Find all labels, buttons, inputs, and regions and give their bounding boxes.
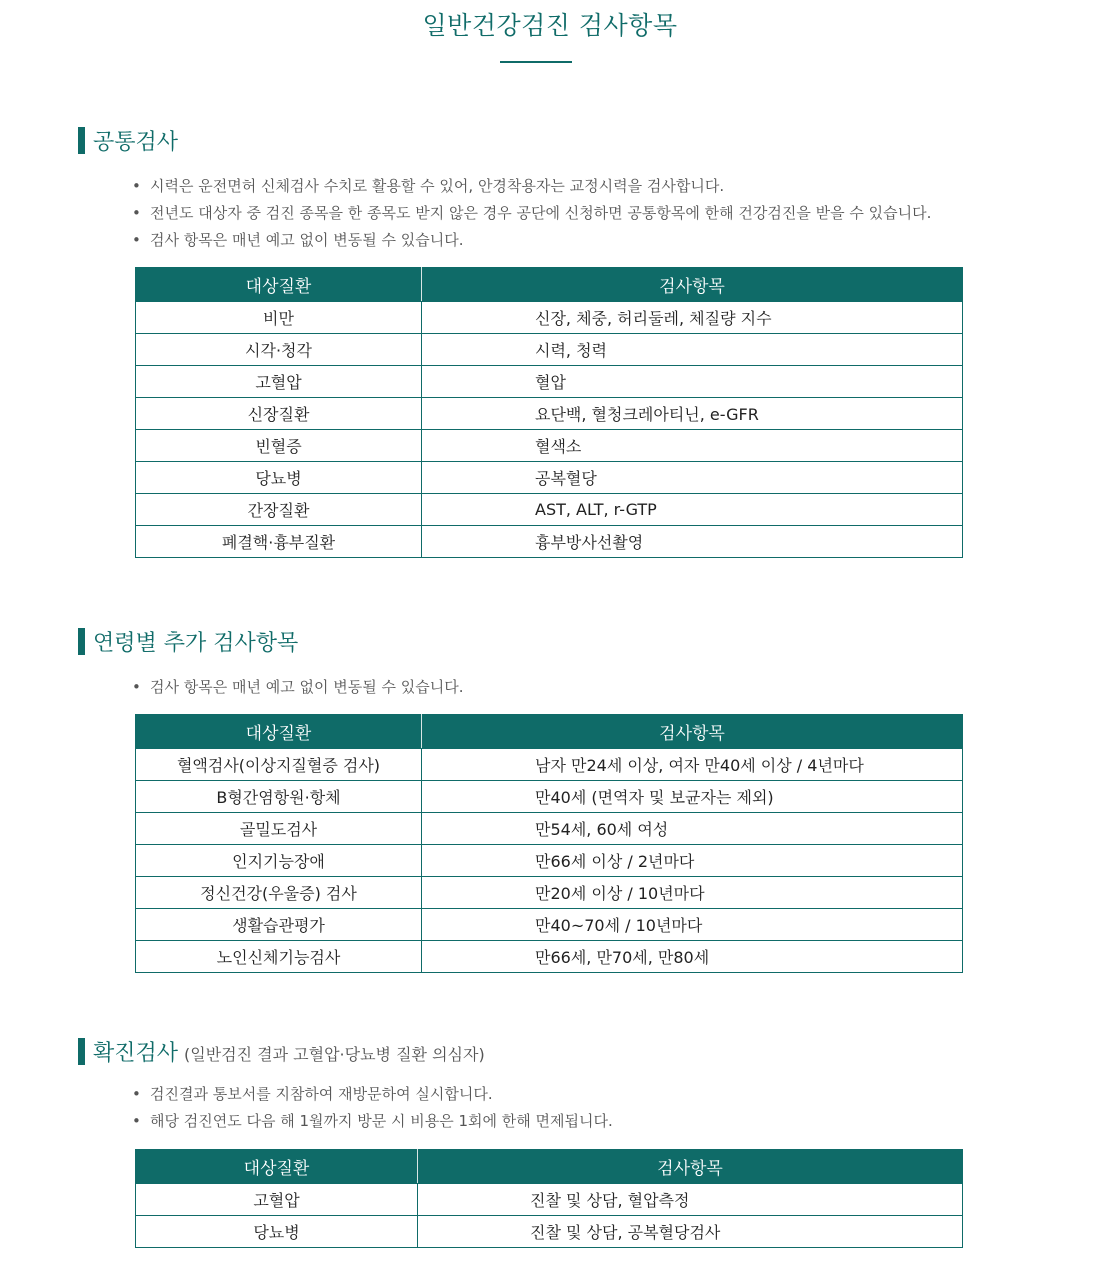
exam-cell: 혈색소	[422, 430, 963, 462]
exam-cell: 만66세 이상 / 2년마다	[422, 845, 963, 877]
title-underline	[500, 61, 572, 63]
note-item: • 검사 항목은 매년 예고 없이 변동될 수 있습니다.	[132, 674, 463, 701]
header-exam-items: 검사항목	[422, 715, 963, 749]
table-row	[136, 526, 963, 558]
table-row	[136, 398, 963, 430]
page-title: 일반건강검진 검사항목	[422, 11, 678, 40]
table-row	[136, 749, 963, 781]
table-row	[136, 494, 963, 526]
exam-cell: 만40~70세 / 10년마다	[422, 909, 963, 941]
note-item: • 해당 검진연도 다음 해 1월까지 방문 시 비용은 1회에 한해 면제됩니다.	[132, 1108, 613, 1135]
section-heading-common	[78, 125, 178, 155]
exam-cell: AST, ALT, r-GTP	[422, 494, 963, 526]
exam-cell: 만66세, 만70세, 만80세	[422, 941, 963, 973]
section-heading-age	[78, 626, 298, 656]
disease-cell: 간장질환	[136, 494, 422, 526]
exam-cell: 시력, 청력	[422, 334, 963, 366]
exam-cell: 요단백, 혈청크레아티닌, e-GFR	[422, 398, 963, 430]
disease-cell: B형간염항원·항체	[136, 781, 422, 813]
section-heading-text: 공통검사	[93, 129, 179, 155]
table-header-row	[136, 715, 963, 749]
table-header-row	[136, 1150, 963, 1184]
disease-cell: 생활습관평가	[136, 909, 422, 941]
exam-cell: 공복혈당	[422, 462, 963, 494]
table-confirm-exams	[135, 1149, 963, 1248]
header-exam-items: 검사항목	[418, 1150, 963, 1184]
disease-cell: 혈액검사(이상지질혈증 검사)	[136, 749, 422, 781]
disease-cell: 노인신체기능검사	[136, 941, 422, 973]
header-exam-items: 검사항목	[422, 268, 963, 302]
table-row	[136, 430, 963, 462]
disease-cell: 인지기능장애	[136, 845, 422, 877]
table-row	[136, 302, 963, 334]
notes-age	[132, 674, 463, 701]
exam-cell: 진찰 및 상담, 혈압측정	[418, 1184, 963, 1216]
section-heading-text: 확진검사	[93, 1040, 179, 1066]
note-item: • 전년도 대상자 중 검진 종목을 한 종목도 받지 않은 경우 공단에 신청하면 공통항목에 한해 건강검진을 받을 수 있습니다.	[132, 200, 931, 227]
section-subheading: (일반검진 결과 고혈압·당뇨병 질환 의심자)	[184, 1044, 485, 1064]
table-row	[136, 941, 963, 973]
header-target-disease: 대상질환	[136, 268, 422, 302]
note-item: • 검진결과 통보서를 지참하여 재방문하여 실시합니다.	[132, 1081, 613, 1108]
table-row	[136, 462, 963, 494]
disease-cell: 빈혈증	[136, 430, 422, 462]
note-item: • 검사 항목은 매년 예고 없이 변동될 수 있습니다.	[132, 227, 931, 254]
table-row	[136, 877, 963, 909]
exam-cell: 진찰 및 상담, 공복혈당검사	[418, 1216, 963, 1248]
disease-cell: 골밀도검사	[136, 813, 422, 845]
disease-cell: 시각·청각	[136, 334, 422, 366]
table-row	[136, 334, 963, 366]
notes-common	[132, 173, 931, 254]
heading-bar	[78, 1038, 85, 1065]
disease-cell: 비만	[136, 302, 422, 334]
exam-cell: 만54세, 60세 여성	[422, 813, 963, 845]
table-row	[136, 813, 963, 845]
heading-bar	[78, 127, 85, 154]
table-row	[136, 781, 963, 813]
table-row	[136, 845, 963, 877]
table-common-exams	[135, 267, 963, 558]
table-row	[136, 1184, 963, 1216]
header-target-disease: 대상질환	[136, 1150, 418, 1184]
heading-bar	[78, 628, 85, 655]
section-heading-confirm	[78, 1036, 485, 1066]
exam-cell: 혈압	[422, 366, 963, 398]
disease-cell: 신장질환	[136, 398, 422, 430]
table-age-exams	[135, 714, 963, 973]
disease-cell: 고혈압	[136, 1184, 418, 1216]
section-heading-text: 연령별 추가 검사항목	[93, 630, 299, 656]
notes-confirm	[132, 1081, 613, 1135]
note-item: • 시력은 운전면허 신체검사 수치로 활용할 수 있어, 안경착용자는 교정시력을 검사합니다.	[132, 173, 931, 200]
disease-cell: 당뇨병	[136, 1216, 418, 1248]
exam-cell: 흉부방사선촬영	[422, 526, 963, 558]
exam-cell: 신장, 체중, 허리둘레, 체질량 지수	[422, 302, 963, 334]
table-header-row	[136, 268, 963, 302]
table-row	[136, 366, 963, 398]
table-row	[136, 1216, 963, 1248]
exam-cell: 만20세 이상 / 10년마다	[422, 877, 963, 909]
disease-cell: 정신건강(우울증) 검사	[136, 877, 422, 909]
disease-cell: 고혈압	[136, 366, 422, 398]
disease-cell: 당뇨병	[136, 462, 422, 494]
header-target-disease: 대상질환	[136, 715, 422, 749]
exam-cell: 남자 만24세 이상, 여자 만40세 이상 / 4년마다	[422, 749, 963, 781]
exam-cell: 만40세 (면역자 및 보균자는 제외)	[422, 781, 963, 813]
disease-cell: 폐결핵·흉부질환	[136, 526, 422, 558]
table-row	[136, 909, 963, 941]
